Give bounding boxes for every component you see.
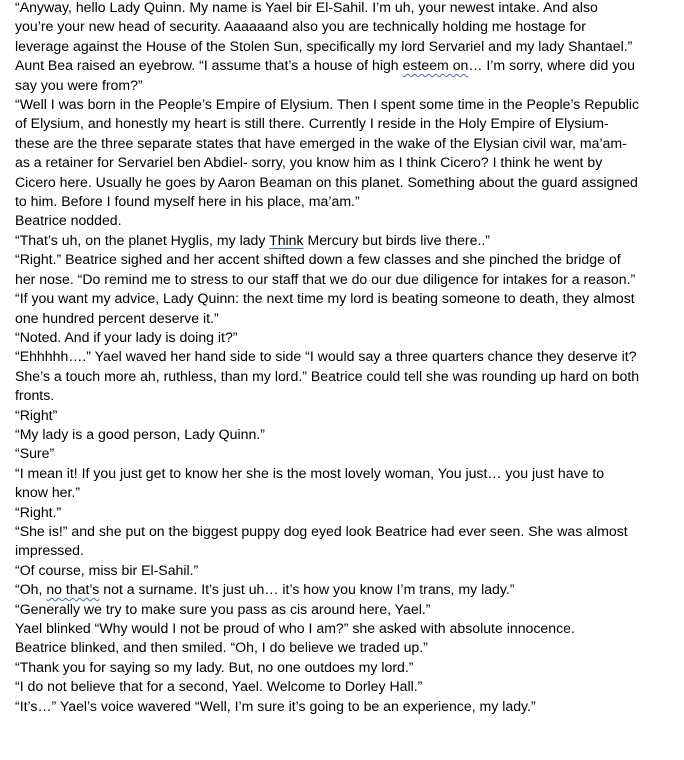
document-body (15, 0, 640, 716)
text-run: not a surname. It’s just uh… it’s how you know I’m trans, my lady.” (99, 581, 515, 598)
paragraph (15, 580, 640, 599)
text-run: “Thank you for saying so my lady. But, no one outdoes my lord.” (15, 658, 414, 675)
text-run: “Ehhhhh….” Yael waved her hand side to side “I would say a three quarters chance they deserve it? She’s a touch more ah, ruthless, than my lord.” Beatrice could tell she was rounding up hard on both fronts. (15, 348, 640, 404)
text-run: “I mean it! If you just get to know her she is the most lovely woman, You just… you just have to know her.” (15, 464, 605, 501)
grammar-suggestion-underline: Think (269, 231, 304, 248)
text-run: Aunt Bea raised an eyebrow. “I assume that’s a house of high (15, 57, 403, 74)
paragraph (15, 250, 640, 289)
text-run: “My lady is a good person, Lady Quinn.” (15, 425, 265, 442)
paragraph (15, 464, 640, 503)
text-run: “Generally we try to make sure you pass as cis around here, Yael.” (15, 600, 431, 617)
text-run: “It’s…” Yael’s voice wavered “Well, I’m sure it’s going to be an experience, my lady.” (15, 697, 536, 714)
text-run: Beatrice blinked, and then smiled. “Oh, I do believe we traded up.” (15, 639, 428, 656)
text-run: “Right.” Beatrice sighed and her accent shifted down a few classes and she pinched the bridge of her nose. “Do remind me to stress to our staff that we do our due diligence for intakes for a reason.” (15, 251, 636, 287)
paragraph (15, 619, 640, 638)
paragraph (15, 231, 640, 250)
text-run: Beatrice nodded. (15, 212, 122, 229)
text-run: … I’m sorry, where did you say you were from?” (15, 57, 635, 93)
paragraph (15, 328, 640, 347)
paragraph (15, 503, 640, 522)
text-run: “If you want my advice, Lady Quinn: the next time my lord is beating someone to death, they almost one hundred percent deserve it.” (15, 290, 635, 326)
text-run: “Anyway, hello Lady Quinn. My name is Yael bir El-Sahil. I’m uh, your newest intake. And also you’re your new head of security. Aaaaaand also you are technically holding me hostage for leverage against the House of the Stolen Sun, specifically my lord Servariel and my lady Shantael.” (15, 0, 633, 54)
paragraph (15, 600, 640, 619)
paragraph (15, 638, 640, 657)
paragraph (15, 0, 640, 56)
text-run: “She is!” and she put on the biggest puppy dog eyed look Beatrice had ever seen. She was almost impressed. (15, 522, 628, 559)
text-run: “Right.” (15, 503, 62, 520)
paragraph (15, 444, 640, 463)
paragraph (15, 658, 640, 677)
text-run: Mercury but birds live there..” (303, 231, 490, 248)
text-run: “Right” (15, 406, 58, 423)
paragraph (15, 406, 640, 425)
paragraph (15, 56, 640, 95)
paragraph (15, 522, 640, 561)
text-run: “Of course, miss bir El-Sahil.” (15, 561, 199, 578)
paragraph (15, 425, 640, 444)
paragraph (15, 95, 640, 211)
paragraph (15, 697, 640, 716)
text-run: “Noted. And if your lady is doing it?” (15, 328, 238, 345)
paragraph (15, 561, 640, 580)
text-run: “That’s uh, on the planet Hyglis, my lady (15, 231, 270, 248)
text-run: “Sure” (15, 445, 55, 462)
paragraph (15, 211, 640, 230)
text-run: “Well I was born in the People’s Empire of Elysium. Then I spent some time in the People’s Republic of Elysium, and honestly my heart is still there. Currently I reside in the Holy Empire of Elysium-these are the three separate states that have emerged in the wake of the Elysian civil war, ma’am- as a retainer for Servariel ben Abdiel- sorry, you know him as I think Cicero? I think he went by Cicero here. Usually he goes by Aaron Beaman on this planet. Something about the guard assigned to him. Before I found myself here in his place, ma’am.” (15, 96, 640, 210)
text-run: “I do not believe that for a second, Yael. Welcome to Dorley Hall.” (15, 678, 423, 695)
text-run: “Oh, (15, 581, 47, 598)
text-run: Yael blinked “Why would I not be proud of who I am?” she asked with absolute innocence. (15, 620, 575, 636)
paragraph (15, 289, 640, 328)
spelling-error-underline: no that’s (46, 581, 100, 598)
spelling-error-underline: esteem on (402, 57, 469, 74)
paragraph (15, 677, 640, 696)
paragraph (15, 347, 640, 405)
